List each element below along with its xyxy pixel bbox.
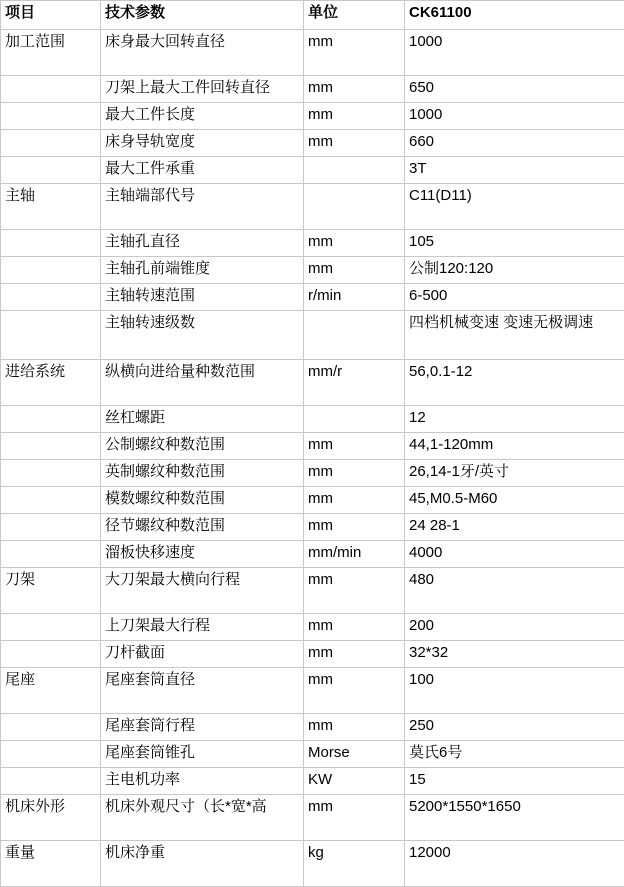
- table-row: [1, 514, 624, 541]
- cell-parameter: 主轴转速级数: [101, 311, 304, 360]
- cell-parameter: 机床外观尺寸（长*宽*高: [101, 795, 304, 841]
- cell-value: 15: [405, 768, 624, 795]
- cell-parameter: 主电机功率: [101, 768, 304, 795]
- cell-value: 3T: [405, 157, 624, 184]
- column-header-item: 项目: [1, 1, 101, 30]
- cell-unit: mm: [304, 30, 405, 76]
- cell-value: 480: [405, 568, 624, 614]
- cell-value: 四档机械变速 变速无极调速: [405, 311, 624, 360]
- cell-unit: mm: [304, 514, 405, 541]
- cell-value: 660: [405, 130, 624, 157]
- cell-value: 5200*1550*1650: [405, 795, 624, 841]
- cell-category: [1, 514, 101, 541]
- cell-value: 公制120:120: [405, 257, 624, 284]
- table-row: [1, 103, 624, 130]
- cell-unit: mm: [304, 230, 405, 257]
- cell-value: 56,0.1-12: [405, 360, 624, 406]
- table-row: [1, 541, 624, 568]
- cell-unit: mm: [304, 130, 405, 157]
- cell-value: 650: [405, 76, 624, 103]
- table-row: [1, 284, 624, 311]
- cell-parameter: 刀架上最大工件回转直径: [101, 76, 304, 103]
- cell-value: 24 28-1: [405, 514, 624, 541]
- table-row: [1, 360, 624, 406]
- cell-parameter: 英制螺纹种数范围: [101, 460, 304, 487]
- table-row: [1, 130, 624, 157]
- cell-category: 重量: [1, 841, 101, 887]
- cell-value: 44,1-120mm: [405, 433, 624, 460]
- cell-parameter: 最大工件承重: [101, 157, 304, 184]
- cell-category: 尾座: [1, 668, 101, 714]
- cell-category: [1, 768, 101, 795]
- cell-parameter: 大刀架最大横向行程: [101, 568, 304, 614]
- cell-unit: r/min: [304, 284, 405, 311]
- cell-unit: mm: [304, 433, 405, 460]
- cell-parameter: 径节螺纹种数范围: [101, 514, 304, 541]
- cell-value: 1000: [405, 30, 624, 76]
- table-row: [1, 795, 624, 841]
- cell-value: 6-500: [405, 284, 624, 311]
- cell-value: 250: [405, 714, 624, 741]
- cell-unit: [304, 184, 405, 230]
- cell-value: 莫氏6号: [405, 741, 624, 768]
- cell-unit: mm: [304, 641, 405, 668]
- table-row: [1, 311, 624, 360]
- cell-unit: mm: [304, 668, 405, 714]
- cell-value: 12000: [405, 841, 624, 887]
- column-header-parameter: 技术参数: [101, 1, 304, 30]
- cell-parameter: 尾座套筒行程: [101, 714, 304, 741]
- cell-category: [1, 311, 101, 360]
- cell-unit: mm: [304, 257, 405, 284]
- table-row: [1, 76, 624, 103]
- table-row: [1, 614, 624, 641]
- cell-category: [1, 433, 101, 460]
- cell-parameter: 上刀架最大行程: [101, 614, 304, 641]
- cell-unit: mm: [304, 487, 405, 514]
- cell-category: [1, 714, 101, 741]
- cell-value: 12: [405, 406, 624, 433]
- cell-unit: mm: [304, 460, 405, 487]
- cell-category: [1, 460, 101, 487]
- cell-category: 进给系统: [1, 360, 101, 406]
- table-row: [1, 487, 624, 514]
- cell-category: [1, 76, 101, 103]
- cell-category: [1, 641, 101, 668]
- cell-unit: mm/r: [304, 360, 405, 406]
- cell-parameter: 丝杠螺距: [101, 406, 304, 433]
- table-row: [1, 641, 624, 668]
- cell-value: 1000: [405, 103, 624, 130]
- cell-unit: mm: [304, 76, 405, 103]
- column-header-model: CK61100: [405, 1, 624, 30]
- cell-unit: KW: [304, 768, 405, 795]
- cell-unit: mm: [304, 795, 405, 841]
- cell-unit: mm: [304, 614, 405, 641]
- cell-category: [1, 541, 101, 568]
- cell-parameter: 床身最大回转直径: [101, 30, 304, 76]
- cell-parameter: 纵横向进给量种数范围: [101, 360, 304, 406]
- cell-category: [1, 257, 101, 284]
- table-row: [1, 668, 624, 714]
- cell-parameter: 主轴转速范围: [101, 284, 304, 311]
- cell-unit: [304, 406, 405, 433]
- table-row: [1, 30, 624, 76]
- cell-parameter: 主轴孔前端锥度: [101, 257, 304, 284]
- column-header-unit: 单位: [304, 1, 405, 30]
- cell-parameter: 主轴孔直径: [101, 230, 304, 257]
- cell-category: 机床外形: [1, 795, 101, 841]
- cell-parameter: 主轴端部代号: [101, 184, 304, 230]
- cell-value: 4000: [405, 541, 624, 568]
- cell-parameter: 溜板快移速度: [101, 541, 304, 568]
- cell-category: 主轴: [1, 184, 101, 230]
- table-row: [1, 568, 624, 614]
- cell-parameter: 刀杆截面: [101, 641, 304, 668]
- table-row: [1, 714, 624, 741]
- table-row: [1, 406, 624, 433]
- cell-value: 32*32: [405, 641, 624, 668]
- table-header-row: [1, 1, 624, 30]
- cell-parameter: 公制螺纹种数范围: [101, 433, 304, 460]
- cell-value: 45,M0.5-M60: [405, 487, 624, 514]
- cell-parameter: 模数螺纹种数范围: [101, 487, 304, 514]
- cell-value: 105: [405, 230, 624, 257]
- table-row: [1, 433, 624, 460]
- cell-value: 200: [405, 614, 624, 641]
- cell-category: [1, 157, 101, 184]
- table-row: [1, 741, 624, 768]
- table-row: [1, 768, 624, 795]
- cell-parameter: 尾座套筒锥孔: [101, 741, 304, 768]
- cell-value: C11(D11): [405, 184, 624, 230]
- cell-category: [1, 103, 101, 130]
- cell-category: [1, 487, 101, 514]
- cell-unit: mm: [304, 714, 405, 741]
- cell-category: [1, 230, 101, 257]
- cell-parameter: 尾座套筒直径: [101, 668, 304, 714]
- cell-category: [1, 406, 101, 433]
- table-row: [1, 460, 624, 487]
- table-row: [1, 157, 624, 184]
- cell-category: [1, 284, 101, 311]
- table-body: [1, 30, 624, 887]
- cell-unit: kg: [304, 841, 405, 887]
- cell-unit: [304, 157, 405, 184]
- cell-category: 刀架: [1, 568, 101, 614]
- cell-category: 加工范围: [1, 30, 101, 76]
- cell-unit: mm: [304, 568, 405, 614]
- cell-value: 26,14-1牙/英寸: [405, 460, 624, 487]
- cell-parameter: 床身导轨宽度: [101, 130, 304, 157]
- cell-unit: mm: [304, 103, 405, 130]
- cell-value: 100: [405, 668, 624, 714]
- cell-parameter: 机床净重: [101, 841, 304, 887]
- cell-category: [1, 741, 101, 768]
- table-row: [1, 230, 624, 257]
- table-row: [1, 257, 624, 284]
- table-row: [1, 184, 624, 230]
- cell-unit: [304, 311, 405, 360]
- cell-parameter: 最大工件长度: [101, 103, 304, 130]
- table-row: [1, 841, 624, 887]
- cell-category: [1, 614, 101, 641]
- cell-category: [1, 130, 101, 157]
- cell-unit: Morse: [304, 741, 405, 768]
- cell-unit: mm/min: [304, 541, 405, 568]
